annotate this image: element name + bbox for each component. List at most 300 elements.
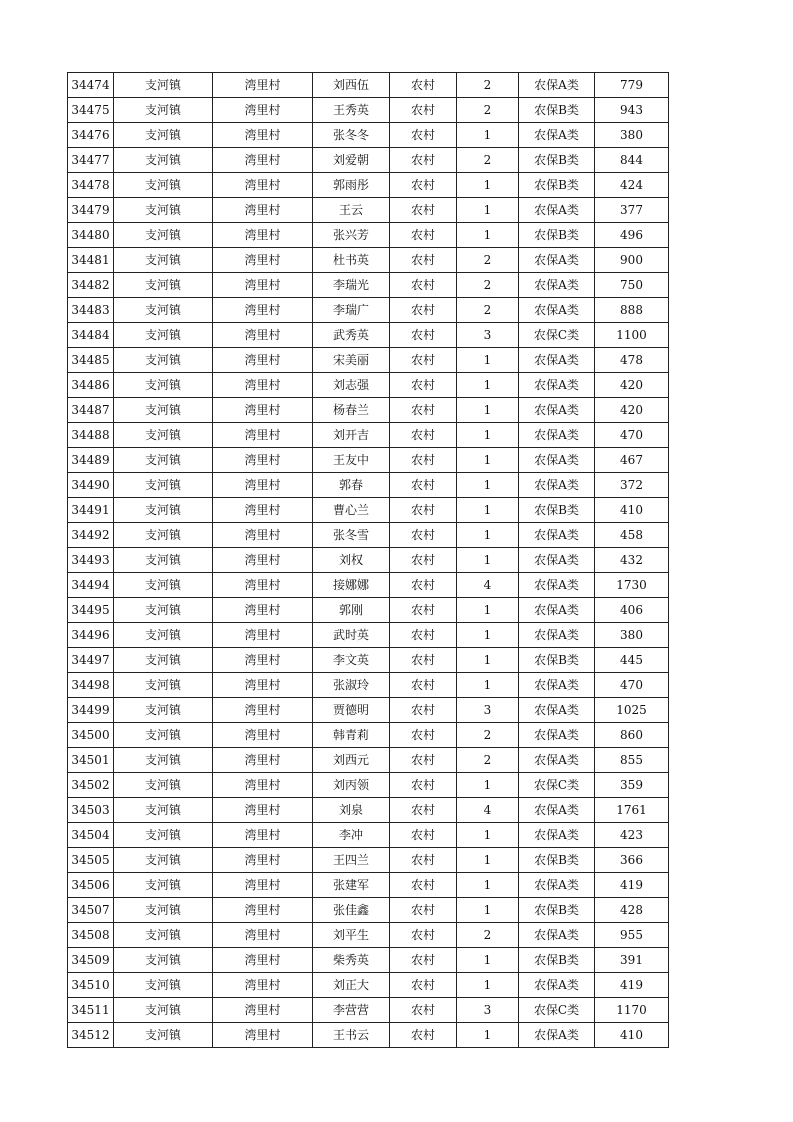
town-cell: 支河镇 xyxy=(114,1023,213,1048)
household-type-cell: 农村 xyxy=(390,573,457,598)
person-count-cell: 1 xyxy=(457,373,519,398)
name-cell: 张冬雪 xyxy=(313,523,390,548)
name-cell: 郭春 xyxy=(313,473,390,498)
serial-number-cell: 34500 xyxy=(68,723,114,748)
name-cell: 武秀英 xyxy=(313,323,390,348)
person-count-cell: 1 xyxy=(457,648,519,673)
person-count-cell: 1 xyxy=(457,123,519,148)
person-count-cell: 1 xyxy=(457,173,519,198)
person-count-cell: 1 xyxy=(457,973,519,998)
benefit-roster-table xyxy=(67,72,669,1048)
name-cell: 王秀英 xyxy=(313,98,390,123)
name-cell: 宋美丽 xyxy=(313,348,390,373)
town-cell: 支河镇 xyxy=(114,823,213,848)
household-type-cell: 农村 xyxy=(390,248,457,273)
category-cell: 农保C类 xyxy=(519,998,595,1023)
village-cell: 湾里村 xyxy=(213,223,313,248)
name-cell: 杨春兰 xyxy=(313,398,390,423)
table-row xyxy=(68,998,669,1023)
category-cell: 农保A类 xyxy=(519,673,595,698)
village-cell: 湾里村 xyxy=(213,598,313,623)
household-type-cell: 农村 xyxy=(390,473,457,498)
town-cell: 支河镇 xyxy=(114,148,213,173)
category-cell: 农保A类 xyxy=(519,598,595,623)
category-cell: 农保A类 xyxy=(519,1023,595,1048)
town-cell: 支河镇 xyxy=(114,323,213,348)
village-cell: 湾里村 xyxy=(213,698,313,723)
person-count-cell: 2 xyxy=(457,748,519,773)
village-cell: 湾里村 xyxy=(213,923,313,948)
person-count-cell: 2 xyxy=(457,723,519,748)
serial-number-cell: 34512 xyxy=(68,1023,114,1048)
amount-cell: 888 xyxy=(595,298,669,323)
table-row xyxy=(68,323,669,348)
category-cell: 农保A类 xyxy=(519,273,595,298)
serial-number-cell: 34501 xyxy=(68,748,114,773)
village-cell: 湾里村 xyxy=(213,548,313,573)
household-type-cell: 农村 xyxy=(390,623,457,648)
person-count-cell: 2 xyxy=(457,148,519,173)
table-row xyxy=(68,623,669,648)
table-row xyxy=(68,548,669,573)
household-type-cell: 农村 xyxy=(390,373,457,398)
town-cell: 支河镇 xyxy=(114,373,213,398)
household-type-cell: 农村 xyxy=(390,673,457,698)
village-cell: 湾里村 xyxy=(213,773,313,798)
village-cell: 湾里村 xyxy=(213,948,313,973)
name-cell: 接娜娜 xyxy=(313,573,390,598)
village-cell: 湾里村 xyxy=(213,498,313,523)
amount-cell: 496 xyxy=(595,223,669,248)
village-cell: 湾里村 xyxy=(213,248,313,273)
table-row xyxy=(68,398,669,423)
category-cell: 农保C类 xyxy=(519,323,595,348)
town-cell: 支河镇 xyxy=(114,423,213,448)
village-cell: 湾里村 xyxy=(213,398,313,423)
category-cell: 农保A类 xyxy=(519,573,595,598)
category-cell: 农保A类 xyxy=(519,448,595,473)
village-cell: 湾里村 xyxy=(213,423,313,448)
amount-cell: 377 xyxy=(595,198,669,223)
household-type-cell: 农村 xyxy=(390,198,457,223)
household-type-cell: 农村 xyxy=(390,98,457,123)
table-row xyxy=(68,273,669,298)
serial-number-cell: 34477 xyxy=(68,148,114,173)
town-cell: 支河镇 xyxy=(114,948,213,973)
village-cell: 湾里村 xyxy=(213,973,313,998)
serial-number-cell: 34486 xyxy=(68,373,114,398)
person-count-cell: 1 xyxy=(457,623,519,648)
amount-cell: 372 xyxy=(595,473,669,498)
category-cell: 农保A类 xyxy=(519,398,595,423)
village-cell: 湾里村 xyxy=(213,298,313,323)
serial-number-cell: 34510 xyxy=(68,973,114,998)
serial-number-cell: 34484 xyxy=(68,323,114,348)
category-cell: 农保A类 xyxy=(519,348,595,373)
town-cell: 支河镇 xyxy=(114,573,213,598)
serial-number-cell: 34504 xyxy=(68,823,114,848)
table-row xyxy=(68,673,669,698)
category-cell: 农保C类 xyxy=(519,773,595,798)
category-cell: 农保A类 xyxy=(519,823,595,848)
name-cell: 张淑玲 xyxy=(313,673,390,698)
village-cell: 湾里村 xyxy=(213,1023,313,1048)
category-cell: 农保A类 xyxy=(519,523,595,548)
name-cell: 曹心兰 xyxy=(313,498,390,523)
household-type-cell: 农村 xyxy=(390,348,457,373)
amount-cell: 860 xyxy=(595,723,669,748)
name-cell: 刘西伍 xyxy=(313,73,390,98)
person-count-cell: 1 xyxy=(457,473,519,498)
household-type-cell: 农村 xyxy=(390,923,457,948)
table-row xyxy=(68,598,669,623)
table-row xyxy=(68,248,669,273)
name-cell: 李瑞光 xyxy=(313,273,390,298)
name-cell: 王云 xyxy=(313,198,390,223)
table-row xyxy=(68,798,669,823)
village-cell: 湾里村 xyxy=(213,823,313,848)
amount-cell: 366 xyxy=(595,848,669,873)
person-count-cell: 1 xyxy=(457,1023,519,1048)
category-cell: 农保A类 xyxy=(519,973,595,998)
village-cell: 湾里村 xyxy=(213,373,313,398)
amount-cell: 467 xyxy=(595,448,669,473)
amount-cell: 406 xyxy=(595,598,669,623)
name-cell: 杜书英 xyxy=(313,248,390,273)
name-cell: 郭刚 xyxy=(313,598,390,623)
category-cell: 农保A类 xyxy=(519,73,595,98)
amount-cell: 1761 xyxy=(595,798,669,823)
table-row xyxy=(68,573,669,598)
household-type-cell: 农村 xyxy=(390,598,457,623)
town-cell: 支河镇 xyxy=(114,698,213,723)
serial-number-cell: 34485 xyxy=(68,348,114,373)
table-row xyxy=(68,423,669,448)
amount-cell: 470 xyxy=(595,423,669,448)
amount-cell: 1730 xyxy=(595,573,669,598)
town-cell: 支河镇 xyxy=(114,298,213,323)
category-cell: 农保A类 xyxy=(519,198,595,223)
household-type-cell: 农村 xyxy=(390,223,457,248)
person-count-cell: 2 xyxy=(457,73,519,98)
serial-number-cell: 34490 xyxy=(68,473,114,498)
table-row xyxy=(68,498,669,523)
table-row xyxy=(68,448,669,473)
town-cell: 支河镇 xyxy=(114,523,213,548)
serial-number-cell: 34506 xyxy=(68,873,114,898)
amount-cell: 478 xyxy=(595,348,669,373)
category-cell: 农保B类 xyxy=(519,223,595,248)
town-cell: 支河镇 xyxy=(114,873,213,898)
town-cell: 支河镇 xyxy=(114,498,213,523)
person-count-cell: 2 xyxy=(457,98,519,123)
household-type-cell: 农村 xyxy=(390,423,457,448)
town-cell: 支河镇 xyxy=(114,923,213,948)
name-cell: 刘西元 xyxy=(313,748,390,773)
name-cell: 张兴芳 xyxy=(313,223,390,248)
person-count-cell: 1 xyxy=(457,348,519,373)
category-cell: 农保A类 xyxy=(519,123,595,148)
person-count-cell: 1 xyxy=(457,873,519,898)
table-row xyxy=(68,873,669,898)
category-cell: 农保A类 xyxy=(519,473,595,498)
town-cell: 支河镇 xyxy=(114,123,213,148)
serial-number-cell: 34488 xyxy=(68,423,114,448)
person-count-cell: 3 xyxy=(457,698,519,723)
person-count-cell: 2 xyxy=(457,248,519,273)
town-cell: 支河镇 xyxy=(114,398,213,423)
person-count-cell: 3 xyxy=(457,323,519,348)
town-cell: 支河镇 xyxy=(114,598,213,623)
village-cell: 湾里村 xyxy=(213,573,313,598)
amount-cell: 900 xyxy=(595,248,669,273)
serial-number-cell: 34474 xyxy=(68,73,114,98)
village-cell: 湾里村 xyxy=(213,798,313,823)
amount-cell: 419 xyxy=(595,973,669,998)
amount-cell: 844 xyxy=(595,148,669,173)
town-cell: 支河镇 xyxy=(114,998,213,1023)
town-cell: 支河镇 xyxy=(114,973,213,998)
town-cell: 支河镇 xyxy=(114,348,213,373)
serial-number-cell: 34487 xyxy=(68,398,114,423)
person-count-cell: 1 xyxy=(457,848,519,873)
person-count-cell: 1 xyxy=(457,673,519,698)
village-cell: 湾里村 xyxy=(213,648,313,673)
household-type-cell: 农村 xyxy=(390,123,457,148)
village-cell: 湾里村 xyxy=(213,123,313,148)
table-row xyxy=(68,523,669,548)
person-count-cell: 1 xyxy=(457,223,519,248)
household-type-cell: 农村 xyxy=(390,648,457,673)
person-count-cell: 2 xyxy=(457,298,519,323)
serial-number-cell: 34489 xyxy=(68,448,114,473)
serial-number-cell: 34481 xyxy=(68,248,114,273)
amount-cell: 391 xyxy=(595,948,669,973)
table-row xyxy=(68,73,669,98)
amount-cell: 380 xyxy=(595,123,669,148)
name-cell: 王四兰 xyxy=(313,848,390,873)
category-cell: 农保A类 xyxy=(519,373,595,398)
serial-number-cell: 34499 xyxy=(68,698,114,723)
name-cell: 柴秀英 xyxy=(313,948,390,973)
household-type-cell: 农村 xyxy=(390,798,457,823)
person-count-cell: 1 xyxy=(457,498,519,523)
serial-number-cell: 34494 xyxy=(68,573,114,598)
household-type-cell: 农村 xyxy=(390,748,457,773)
household-type-cell: 农村 xyxy=(390,948,457,973)
town-cell: 支河镇 xyxy=(114,548,213,573)
table-row xyxy=(68,298,669,323)
serial-number-cell: 34492 xyxy=(68,523,114,548)
table-row xyxy=(68,473,669,498)
category-cell: 农保B类 xyxy=(519,648,595,673)
village-cell: 湾里村 xyxy=(213,73,313,98)
village-cell: 湾里村 xyxy=(213,998,313,1023)
village-cell: 湾里村 xyxy=(213,673,313,698)
town-cell: 支河镇 xyxy=(114,623,213,648)
household-type-cell: 农村 xyxy=(390,998,457,1023)
table-row xyxy=(68,748,669,773)
serial-number-cell: 34505 xyxy=(68,848,114,873)
table-row xyxy=(68,98,669,123)
village-cell: 湾里村 xyxy=(213,623,313,648)
table-row xyxy=(68,898,669,923)
category-cell: 农保A类 xyxy=(519,723,595,748)
amount-cell: 445 xyxy=(595,648,669,673)
village-cell: 湾里村 xyxy=(213,873,313,898)
person-count-cell: 1 xyxy=(457,823,519,848)
name-cell: 张佳鑫 xyxy=(313,898,390,923)
category-cell: 农保B类 xyxy=(519,898,595,923)
household-type-cell: 农村 xyxy=(390,548,457,573)
category-cell: 农保A类 xyxy=(519,698,595,723)
person-count-cell: 2 xyxy=(457,273,519,298)
serial-number-cell: 34511 xyxy=(68,998,114,1023)
amount-cell: 380 xyxy=(595,623,669,648)
village-cell: 湾里村 xyxy=(213,323,313,348)
table-row xyxy=(68,173,669,198)
household-type-cell: 农村 xyxy=(390,1023,457,1048)
amount-cell: 750 xyxy=(595,273,669,298)
person-count-cell: 1 xyxy=(457,198,519,223)
name-cell: 刘爱朝 xyxy=(313,148,390,173)
serial-number-cell: 34497 xyxy=(68,648,114,673)
amount-cell: 943 xyxy=(595,98,669,123)
name-cell: 郭雨彤 xyxy=(313,173,390,198)
amount-cell: 420 xyxy=(595,398,669,423)
category-cell: 农保A类 xyxy=(519,248,595,273)
table-row xyxy=(68,823,669,848)
town-cell: 支河镇 xyxy=(114,473,213,498)
category-cell: 农保B类 xyxy=(519,498,595,523)
household-type-cell: 农村 xyxy=(390,73,457,98)
town-cell: 支河镇 xyxy=(114,173,213,198)
household-type-cell: 农村 xyxy=(390,898,457,923)
serial-number-cell: 34483 xyxy=(68,298,114,323)
amount-cell: 410 xyxy=(595,1023,669,1048)
serial-number-cell: 34496 xyxy=(68,623,114,648)
town-cell: 支河镇 xyxy=(114,648,213,673)
serial-number-cell: 34480 xyxy=(68,223,114,248)
category-cell: 农保A类 xyxy=(519,923,595,948)
name-cell: 刘志强 xyxy=(313,373,390,398)
table-row xyxy=(68,723,669,748)
category-cell: 农保A类 xyxy=(519,423,595,448)
name-cell: 刘平生 xyxy=(313,923,390,948)
roster-body xyxy=(68,73,669,1048)
name-cell: 刘权 xyxy=(313,548,390,573)
town-cell: 支河镇 xyxy=(114,73,213,98)
category-cell: 农保B类 xyxy=(519,948,595,973)
serial-number-cell: 34509 xyxy=(68,948,114,973)
amount-cell: 1170 xyxy=(595,998,669,1023)
village-cell: 湾里村 xyxy=(213,448,313,473)
household-type-cell: 农村 xyxy=(390,273,457,298)
name-cell: 张冬冬 xyxy=(313,123,390,148)
village-cell: 湾里村 xyxy=(213,723,313,748)
amount-cell: 955 xyxy=(595,923,669,948)
person-count-cell: 1 xyxy=(457,898,519,923)
serial-number-cell: 34508 xyxy=(68,923,114,948)
town-cell: 支河镇 xyxy=(114,448,213,473)
table-row xyxy=(68,773,669,798)
category-cell: 农保B类 xyxy=(519,173,595,198)
category-cell: 农保A类 xyxy=(519,798,595,823)
table-row xyxy=(68,848,669,873)
name-cell: 王友中 xyxy=(313,448,390,473)
table-row xyxy=(68,348,669,373)
amount-cell: 423 xyxy=(595,823,669,848)
serial-number-cell: 34475 xyxy=(68,98,114,123)
village-cell: 湾里村 xyxy=(213,848,313,873)
serial-number-cell: 34493 xyxy=(68,548,114,573)
village-cell: 湾里村 xyxy=(213,148,313,173)
person-count-cell: 3 xyxy=(457,998,519,1023)
household-type-cell: 农村 xyxy=(390,148,457,173)
table-row xyxy=(68,148,669,173)
table-row xyxy=(68,1023,669,1048)
household-type-cell: 农村 xyxy=(390,848,457,873)
name-cell: 刘正大 xyxy=(313,973,390,998)
person-count-cell: 1 xyxy=(457,523,519,548)
table-row xyxy=(68,648,669,673)
table-row xyxy=(68,948,669,973)
serial-number-cell: 34498 xyxy=(68,673,114,698)
serial-number-cell: 34502 xyxy=(68,773,114,798)
household-type-cell: 农村 xyxy=(390,398,457,423)
amount-cell: 470 xyxy=(595,673,669,698)
amount-cell: 855 xyxy=(595,748,669,773)
category-cell: 农保B类 xyxy=(519,848,595,873)
amount-cell: 410 xyxy=(595,498,669,523)
amount-cell: 1100 xyxy=(595,323,669,348)
town-cell: 支河镇 xyxy=(114,848,213,873)
category-cell: 农保B类 xyxy=(519,98,595,123)
serial-number-cell: 34491 xyxy=(68,498,114,523)
category-cell: 农保A类 xyxy=(519,748,595,773)
household-type-cell: 农村 xyxy=(390,498,457,523)
person-count-cell: 1 xyxy=(457,398,519,423)
serial-number-cell: 34495 xyxy=(68,598,114,623)
table-row xyxy=(68,198,669,223)
amount-cell: 458 xyxy=(595,523,669,548)
person-count-cell: 4 xyxy=(457,573,519,598)
household-type-cell: 农村 xyxy=(390,448,457,473)
amount-cell: 419 xyxy=(595,873,669,898)
table-row xyxy=(68,373,669,398)
person-count-cell: 1 xyxy=(457,548,519,573)
serial-number-cell: 34479 xyxy=(68,198,114,223)
name-cell: 王书云 xyxy=(313,1023,390,1048)
serial-number-cell: 34482 xyxy=(68,273,114,298)
household-type-cell: 农村 xyxy=(390,873,457,898)
name-cell: 刘开吉 xyxy=(313,423,390,448)
serial-number-cell: 34476 xyxy=(68,123,114,148)
village-cell: 湾里村 xyxy=(213,198,313,223)
name-cell: 张建军 xyxy=(313,873,390,898)
amount-cell: 432 xyxy=(595,548,669,573)
amount-cell: 1025 xyxy=(595,698,669,723)
serial-number-cell: 34478 xyxy=(68,173,114,198)
name-cell: 贾德明 xyxy=(313,698,390,723)
name-cell: 韩青莉 xyxy=(313,723,390,748)
person-count-cell: 1 xyxy=(457,598,519,623)
table-row xyxy=(68,123,669,148)
village-cell: 湾里村 xyxy=(213,748,313,773)
amount-cell: 359 xyxy=(595,773,669,798)
town-cell: 支河镇 xyxy=(114,723,213,748)
amount-cell: 424 xyxy=(595,173,669,198)
